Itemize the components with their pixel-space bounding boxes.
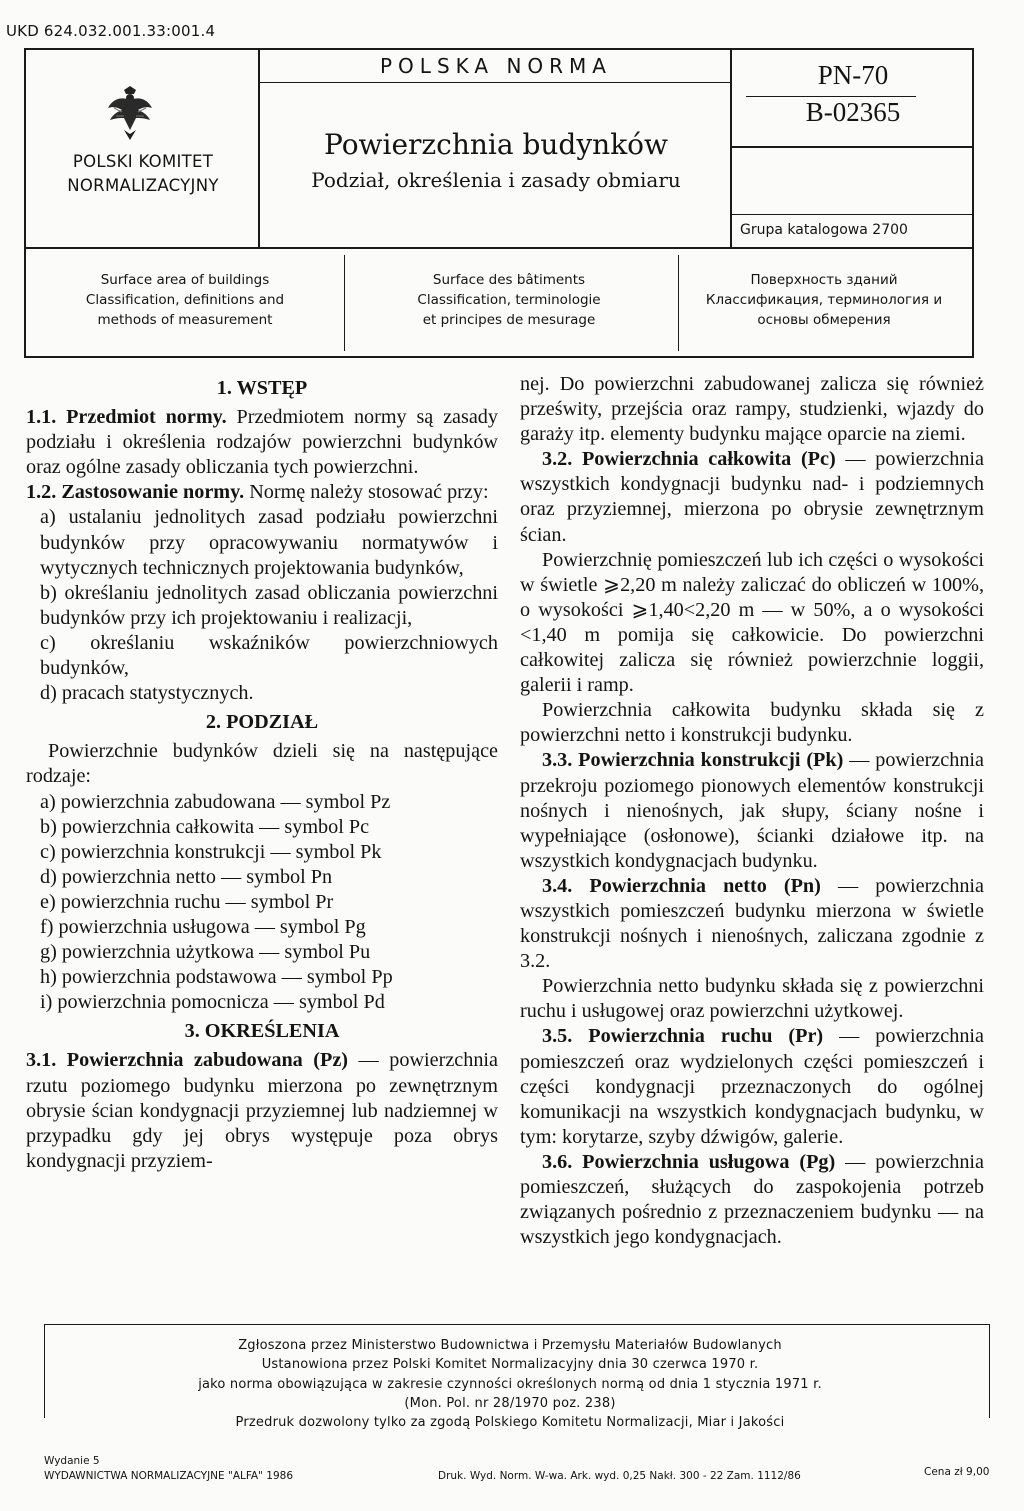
clause-text: — powierzchnia pomieszczeń oraz wydzielonych części pomieszczeń i części kondygnacji przeznaczonych do ogólnej komunikacji na wszystkich kondygnacjach budynku, w tym: korytarze, szyby dźwigów, galerie. — [520, 1025, 984, 1148]
publisher: WYDAWNICTWA NORMALIZACYJNE "ALFA" 1986 — [44, 1470, 294, 1482]
edition: Wydanie 5 — [44, 1455, 100, 1467]
paragraph-3-3 — [520, 748, 984, 873]
ru-line: Классификация, терминология и — [705, 292, 943, 308]
list-item: f) powierzchnia usługowa — symbol Pg — [40, 915, 366, 938]
clause-text: — powierzchnia rzutu poziomego budynku mierzona po zewnętrznym obrysie ścian kondygnacji przyziemnej lub nadziemnej w przypadku gdy jej obrys występuje poza obrys kondygnacji przyziem- — [26, 1049, 498, 1172]
approval-line: Przedruk dozwolony tylko za zgodą Polskiego Komitetu Normalizacji, Miar i Jakości — [235, 1415, 785, 1431]
clause-heading: 3.4. Powierzchnia netto (Pn) — [542, 874, 821, 897]
list-item: h) powierzchnia podstawowa — symbol Pp — [40, 966, 393, 989]
paragraph-2-intro: Powierzchnie budynków dzieli się na następujące rodzaje: — [26, 740, 498, 788]
approval-text — [60, 1336, 960, 1432]
paragraph-3-1-cont: nej. Do powierzchni zabudowanej zalicza się również prześwity, przejścia oraz rampy, studzienki, wjazdy do garaży itp. elementy budynku mające oparcie na ziemi. — [520, 373, 984, 446]
title-russian — [680, 270, 968, 330]
list-item: d) pracach statystycznych. — [40, 682, 254, 705]
paragraph-3-2-c: Powierzchnia całkowita budynku składa się z powierzchni netto i konstrukcji budynku. — [520, 699, 984, 747]
list-item: d) powierzchnia netto — symbol Pn — [40, 865, 333, 888]
approval-line: Ustanowiona przez Polski Komitet Normalizacyjny dnia 30 czerwca 1970 r. — [261, 1357, 759, 1373]
norm-label: POLSKA NORMA — [380, 54, 612, 78]
print-info: Druk. Wyd. Norm. W-wa. Ark. wyd. 0,25 Nakł. 300 - 22 Zam. 1112/86 — [438, 1470, 801, 1482]
paragraph-3-5 — [520, 1024, 984, 1149]
section-heading: 1. WSTĘP — [216, 377, 308, 399]
paragraph-3-4 — [520, 874, 984, 974]
section-heading: 2. PODZIAŁ — [205, 711, 319, 734]
clause-heading: 3.6. Powierzchnia usługowa (Pg) — [542, 1150, 836, 1173]
polish-eagle-emblem-icon — [108, 86, 152, 140]
clause-text: Przedmiotem normy są zasady podziału i określenia rodzajów powierzchni budynków oraz ogólne zasady obliczania tych powierzchni. — [26, 406, 498, 479]
paragraph-3-2-b: Powierzchnię pomieszczeń lub ich części o wysokości w świetle ⩾2,20 m należy zaliczać do obliczeń w 100%, o wysokości ⩾1,40<2,20 m — w 50%, a o wysokości <1,40 m pomija się całkowicie. Do powierzchni całkowitej zalicza się również powierzchnie loggii, galerii i ramp. — [520, 548, 984, 697]
clause-text: — powierzchnia wszystkich kondygnacji budynku nad- i podziemnych oraz przyziemnej, mierzona po obrysie zewnętrznym ścian. — [520, 448, 984, 546]
title-french — [346, 270, 672, 330]
list-item: e) powierzchnia ruchu — symbol Pr — [40, 890, 334, 913]
paragraph-1-2 — [26, 480, 498, 505]
ru-line: основы обмерения — [757, 312, 891, 328]
clause-text: — powierzchnia przekroju poziomego pionowych elementów konstrukcji nośnych i nienośnych, jak słupy, ściany nośne i wypełniające (osłonowe), ścianki działowe itp. na wszystkich kondygnacjach budynku. — [520, 749, 984, 872]
section-heading: 3. OKREŚLENIA — [184, 1020, 340, 1043]
clause-heading: 1.1. Przedmiot normy. — [26, 406, 227, 429]
paragraph-3-2 — [520, 447, 984, 547]
paragraph-1-1 — [26, 405, 498, 480]
approval-line: jako norma obowiązująca w zakresie czynności określonych normą od dnia 1 stycznia 1971 r. — [198, 1376, 822, 1392]
clause-text: Normę należy stosować przy: — [244, 481, 489, 504]
page-subtitle: Podział, określenia i zasady obmiaru — [311, 168, 681, 192]
fr-line: et principes de mesurage — [422, 312, 596, 328]
list-item: c) określaniu wskaźników powierzchniowych budynków, — [40, 631, 498, 680]
paragraph-3-6 — [520, 1150, 984, 1250]
clause-heading: 3.3. Powierzchnia konstrukcji (Pk) — [542, 749, 844, 772]
en-line: Surface area of buildings — [100, 272, 270, 288]
list-item: c) powierzchnia konstrukcji — symbol Pk — [40, 840, 382, 863]
list-item: b) powierzchnia całkowita — symbol Pc — [40, 815, 370, 838]
clause-heading: 3.1. Powierzchnia zabudowana (Pz) — [26, 1049, 349, 1072]
udk-code: UKD 624.032.001.33:001.4 — [6, 22, 216, 40]
list-item: a) ustalaniu jednolitych zasad podziału powierzchni budynków przy opracowywaniu normatywów i wytycznych technicznych projektowania budynków, — [40, 506, 498, 579]
committee-name: POLSKI KOMITET NORMALIZACYJNY — [67, 152, 219, 195]
clause-heading: 1.2. Zastosowanie normy. — [26, 481, 245, 504]
fr-line: Classification, terminologie — [417, 292, 601, 308]
clause-heading: 3.5. Powierzchnia ruchu (Pr) — [542, 1025, 824, 1048]
en-line: methods of measurement — [97, 312, 273, 328]
price: Cena zł 9,00 — [924, 1466, 990, 1478]
norm-number-line1: PN-70 — [817, 60, 889, 90]
clause-text: — powierzchnia wszystkich pomieszczeń budynku mierzona w świetle konstrukcji nośnych i nienośnych, zaliczana zgodnie z 3.2. — [520, 874, 984, 973]
list-item: a) powierzchnia zabudowana — symbol Pz — [40, 790, 391, 813]
norm-number-line2: B-02365 — [805, 97, 901, 127]
approval-line: (Mon. Pol. nr 28/1970 poz. 238) — [404, 1395, 616, 1411]
approval-line: Zgłoszona przez Ministerstwo Budownictwa i Przemysłu Materiałów Budowlanych — [238, 1338, 782, 1353]
en-line: Classification, definitions and — [85, 292, 285, 308]
clause-text: — powierzchnia pomieszczeń, służących do zaspokojenia potrzeb związanych pośrednio z przeznaczeniem budynku — na wszystkich jego kondygnacjach. — [520, 1150, 984, 1249]
title-english — [30, 270, 340, 330]
page-title: Powierzchnia budynków — [323, 128, 668, 161]
catalog-group: Grupa katalogowa 2700 — [740, 222, 908, 238]
list-item: g) powierzchnia użytkowa — symbol Pu — [40, 941, 371, 964]
paragraph-3-1 — [26, 1048, 498, 1173]
right-column — [520, 372, 984, 1250]
ru-line: Поверхность зданий — [750, 272, 898, 288]
list-item: i) powierzchnia pomocnicza — symbol Pd — [40, 991, 385, 1014]
fr-line: Surface des bâtiments — [432, 272, 586, 288]
clause-heading: 3.2. Powierzchnia całkowita (Pc) — [542, 448, 836, 471]
paragraph-3-4-b: Powierzchnia netto budynku składa się z powierzchni ruchu i usługowej oraz powierzchni użytkowej. — [520, 975, 984, 1023]
left-column — [26, 372, 498, 1174]
list-item: b) określaniu jednolitych zasad obliczania powierzchni budynków przy ich projektowaniu i realizacji, — [40, 581, 498, 629]
